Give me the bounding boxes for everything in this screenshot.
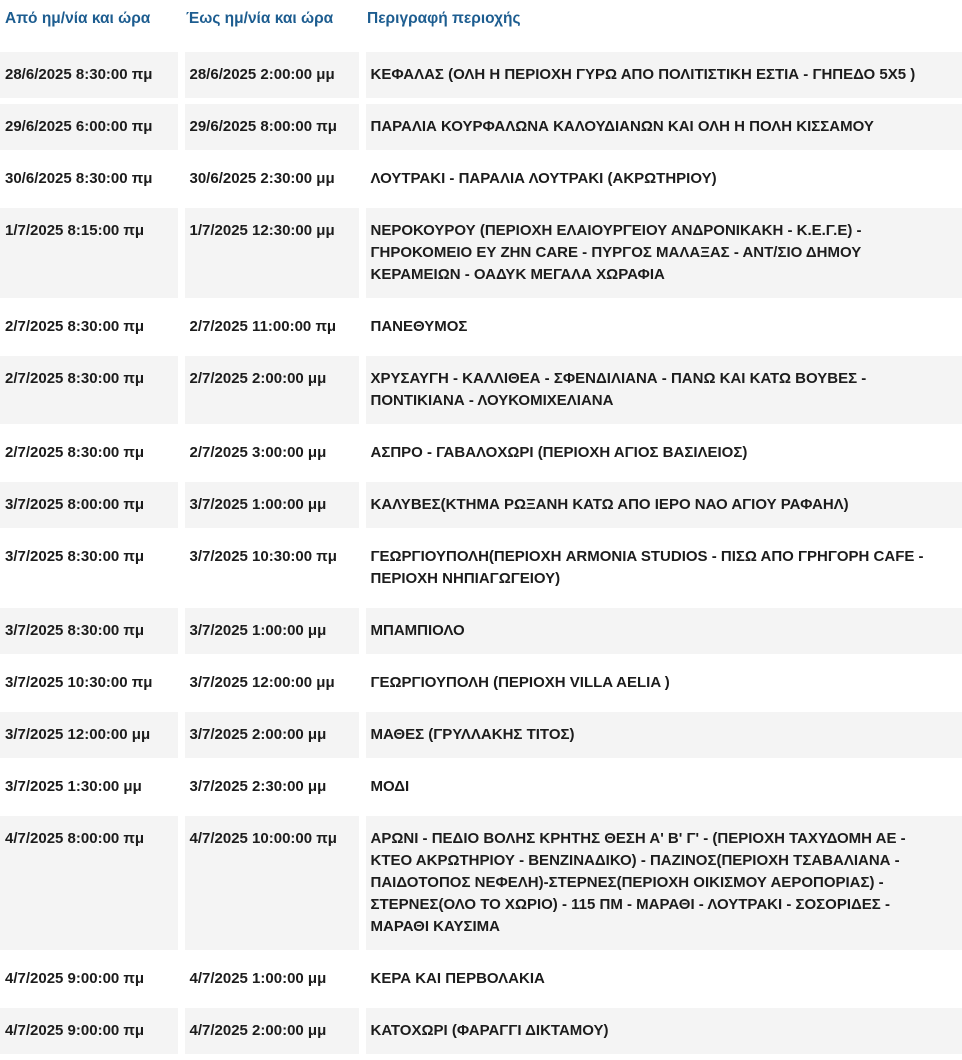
cell-area-description: ΚΑΛΥΒΕΣ(ΚΤΗΜΑ ΡΩΞΑΝΗ ΚΑΤΩ ΑΠΟ ΙΕΡΟ ΝΑΟ ΑΓΙΟΥ ΡΑΦΑΗΛ) — [362, 479, 962, 531]
table-row — [0, 1005, 962, 1057]
cell-to-datetime: 2/7/2025 2:00:00 μμ — [181, 353, 362, 427]
cell-to-datetime: 29/6/2025 8:00:00 πμ — [181, 101, 362, 153]
cell-area-description: ΑΣΠΡΟ - ΓΑΒΑΛΟΧΩΡΙ (ΠΕΡΙΟΧΗ ΑΓΙΟΣ ΒΑΣΙΛΕΙΟΣ) — [362, 427, 962, 479]
table-row — [0, 479, 962, 531]
cell-area-description: ΚΕΡΑ ΚΑΙ ΠΕΡΒΟΛΑΚΙΑ — [362, 953, 962, 1005]
cell-from-datetime: 28/6/2025 8:30:00 πμ — [0, 52, 181, 101]
table-body — [0, 52, 962, 1057]
cell-area-description: ΠΑΝΕΘΥΜΟΣ — [362, 301, 962, 353]
cell-area-description: ΚΕΦΑΛΑΣ (ΟΛΗ Η ΠΕΡΙΟΧΗ ΓΥΡΩ ΑΠΟ ΠΟΛΙΤΙΣΤΙΚΗ ΕΣΤΙΑ - ΓΗΠΕΔΟ 5Χ5 ) — [362, 52, 962, 101]
cell-to-datetime: 4/7/2025 2:00:00 μμ — [181, 1005, 362, 1057]
cell-from-datetime: 4/7/2025 9:00:00 πμ — [0, 1005, 181, 1057]
table-row — [0, 52, 962, 101]
table-row — [0, 761, 962, 813]
cell-to-datetime: 2/7/2025 11:00:00 πμ — [181, 301, 362, 353]
cell-from-datetime: 29/6/2025 6:00:00 πμ — [0, 101, 181, 153]
table-row — [0, 353, 962, 427]
table-row — [0, 813, 962, 953]
cell-area-description: ΛΟΥΤΡΑΚΙ - ΠΑΡΑΛΙΑ ΛΟΥΤΡΑΚΙ (ΑΚΡΩΤΗΡΙΟΥ) — [362, 153, 962, 205]
table-row — [0, 301, 962, 353]
cell-area-description: ΜΠΑΜΠΙΟΛΟ — [362, 605, 962, 657]
cell-to-datetime: 3/7/2025 2:30:00 μμ — [181, 761, 362, 813]
cell-to-datetime: 4/7/2025 10:00:00 πμ — [181, 813, 362, 953]
cell-area-description: ΓΕΩΡΓΙΟΥΠΟΛΗ (ΠΕΡΙΟΧΗ VILLA AELIA ) — [362, 657, 962, 709]
column-header-from: Από ημ/νία και ώρα — [0, 0, 181, 52]
cell-from-datetime: 3/7/2025 8:30:00 πμ — [0, 531, 181, 605]
header-row — [0, 0, 962, 52]
cell-from-datetime: 2/7/2025 8:30:00 πμ — [0, 427, 181, 479]
table-row — [0, 427, 962, 479]
table-row — [0, 205, 962, 301]
cell-area-description: ΜΟΔΙ — [362, 761, 962, 813]
cell-from-datetime: 30/6/2025 8:30:00 πμ — [0, 153, 181, 205]
cell-from-datetime: 1/7/2025 8:15:00 πμ — [0, 205, 181, 301]
cell-from-datetime: 4/7/2025 9:00:00 πμ — [0, 953, 181, 1005]
cell-area-description: ΚΑΤΟΧΩΡΙ (ΦΑΡΑΓΓΙ ΔΙΚΤΑΜΟΥ) — [362, 1005, 962, 1057]
cell-area-description: ΓΕΩΡΓΙΟΥΠΟΛΗ(ΠΕΡΙΟΧΗ ARMONIA STUDIOS - ΠΙΣΩ ΑΠΟ ΓΡΗΓΟΡΗ CAFE - ΠΕΡΙΟΧΗ ΝΗΠΙΑΓΩΓΕΙΟΥ) — [362, 531, 962, 605]
cell-from-datetime: 3/7/2025 8:00:00 πμ — [0, 479, 181, 531]
cell-from-datetime: 3/7/2025 1:30:00 μμ — [0, 761, 181, 813]
cell-area-description: ΠΑΡΑΛΙΑ ΚΟΥΡΦΑΛΩΝΑ ΚΑΛΟΥΔΙΑΝΩΝ ΚΑΙ ΟΛΗ Η ΠΟΛΗ ΚΙΣΣΑΜΟΥ — [362, 101, 962, 153]
cell-to-datetime: 3/7/2025 2:00:00 μμ — [181, 709, 362, 761]
cell-from-datetime: 2/7/2025 8:30:00 πμ — [0, 301, 181, 353]
table-row — [0, 605, 962, 657]
cell-from-datetime: 3/7/2025 8:30:00 πμ — [0, 605, 181, 657]
cell-to-datetime: 4/7/2025 1:00:00 μμ — [181, 953, 362, 1005]
cell-to-datetime: 3/7/2025 12:00:00 μμ — [181, 657, 362, 709]
cell-to-datetime: 3/7/2025 1:00:00 μμ — [181, 605, 362, 657]
cell-from-datetime: 3/7/2025 10:30:00 πμ — [0, 657, 181, 709]
table-header — [0, 0, 962, 52]
cell-to-datetime: 3/7/2025 1:00:00 μμ — [181, 479, 362, 531]
cell-to-datetime: 30/6/2025 2:30:00 μμ — [181, 153, 362, 205]
cell-area-description: ΝΕΡΟΚΟΥΡΟΥ (ΠΕΡΙΟΧΗ ΕΛΑΙΟΥΡΓΕΙΟΥ ΑΝΔΡΟΝΙΚΑΚΗ - Κ.Ε.Γ.Ε) - ΓΗΡΟΚΟΜΕΙΟ ΕΥ ΖΗΝ CARE - ΠΥΡΓΟΣ ΜΑΛΑΞΑΣ - ΑΝΤ/ΣΙΟ ΔΗΜΟΥ ΚΕΡΑΜΕΙΩΝ - ΟΑΔΥΚ ΜΕΓΑΛΑ ΧΩΡΑΦΙΑ — [362, 205, 962, 301]
cell-to-datetime: 1/7/2025 12:30:00 μμ — [181, 205, 362, 301]
column-header-area: Περιγραφή περιοχής — [362, 0, 962, 52]
cell-to-datetime: 3/7/2025 10:30:00 πμ — [181, 531, 362, 605]
cell-to-datetime: 2/7/2025 3:00:00 μμ — [181, 427, 362, 479]
column-header-to: Έως ημ/νία και ώρα — [181, 0, 362, 52]
cell-to-datetime: 28/6/2025 2:00:00 μμ — [181, 52, 362, 101]
table-row — [0, 953, 962, 1005]
cell-area-description: ΧΡΥΣΑΥΓΗ - ΚΑΛΛΙΘΕΑ - ΣΦΕΝΔΙΛΙΑΝΑ - ΠΑΝΩ ΚΑΙ ΚΑΤΩ ΒΟΥΒΕΣ - ΠΟΝΤΙΚΙΑΝΑ - ΛΟΥΚΟΜΙΧΕΛΙΑΝΑ — [362, 353, 962, 427]
table-row — [0, 153, 962, 205]
cell-from-datetime: 4/7/2025 8:00:00 πμ — [0, 813, 181, 953]
cell-from-datetime: 2/7/2025 8:30:00 πμ — [0, 353, 181, 427]
table-row — [0, 657, 962, 709]
cell-area-description: ΑΡΩΝΙ - ΠΕΔΙΟ ΒΟΛΗΣ ΚΡΗΤΗΣ ΘΕΣΗ Α' Β' Γ' - (ΠΕΡΙΟΧΗ ΤΑΧΥΔΟΜΗ ΑΕ - ΚΤΕΟ ΑΚΡΩΤΗΡΙΟΥ - ΒΕΝΖΙΝΑΔΙΚΟ) - ΠΑΖΙΝΟΣ(ΠΕΡΙΟΧΗ ΤΣΑΒΑΛΙΑΝΑ - ΠΑΙΔΟΤΟΠΟΣ ΝΕΦΕΛΗ)-ΣΤΕΡΝΕΣ(ΠΕΡΙΟΧΗ ΟΙΚΙΣΜΟΥ ΑΕΡΟΠΟΡΙΑΣ) - ΣΤΕΡΝΕΣ(ΟΛΟ ΤΟ ΧΩΡΙΟ) - 115 ΠΜ - ΜΑΡΑΘΙ - ΛΟΥΤΡΑΚΙ - ΣΟΣΟΡΙΔΕΣ - ΜΑΡΑΘΙ ΚΑΥΣΙΜΑ — [362, 813, 962, 953]
cell-from-datetime: 3/7/2025 12:00:00 μμ — [0, 709, 181, 761]
table-row — [0, 101, 962, 153]
cell-area-description: ΜΑΘΕΣ (ΓΡΥΛΛΑΚΗΣ ΤΙΤΟΣ) — [362, 709, 962, 761]
table-row — [0, 531, 962, 605]
table-row — [0, 709, 962, 761]
